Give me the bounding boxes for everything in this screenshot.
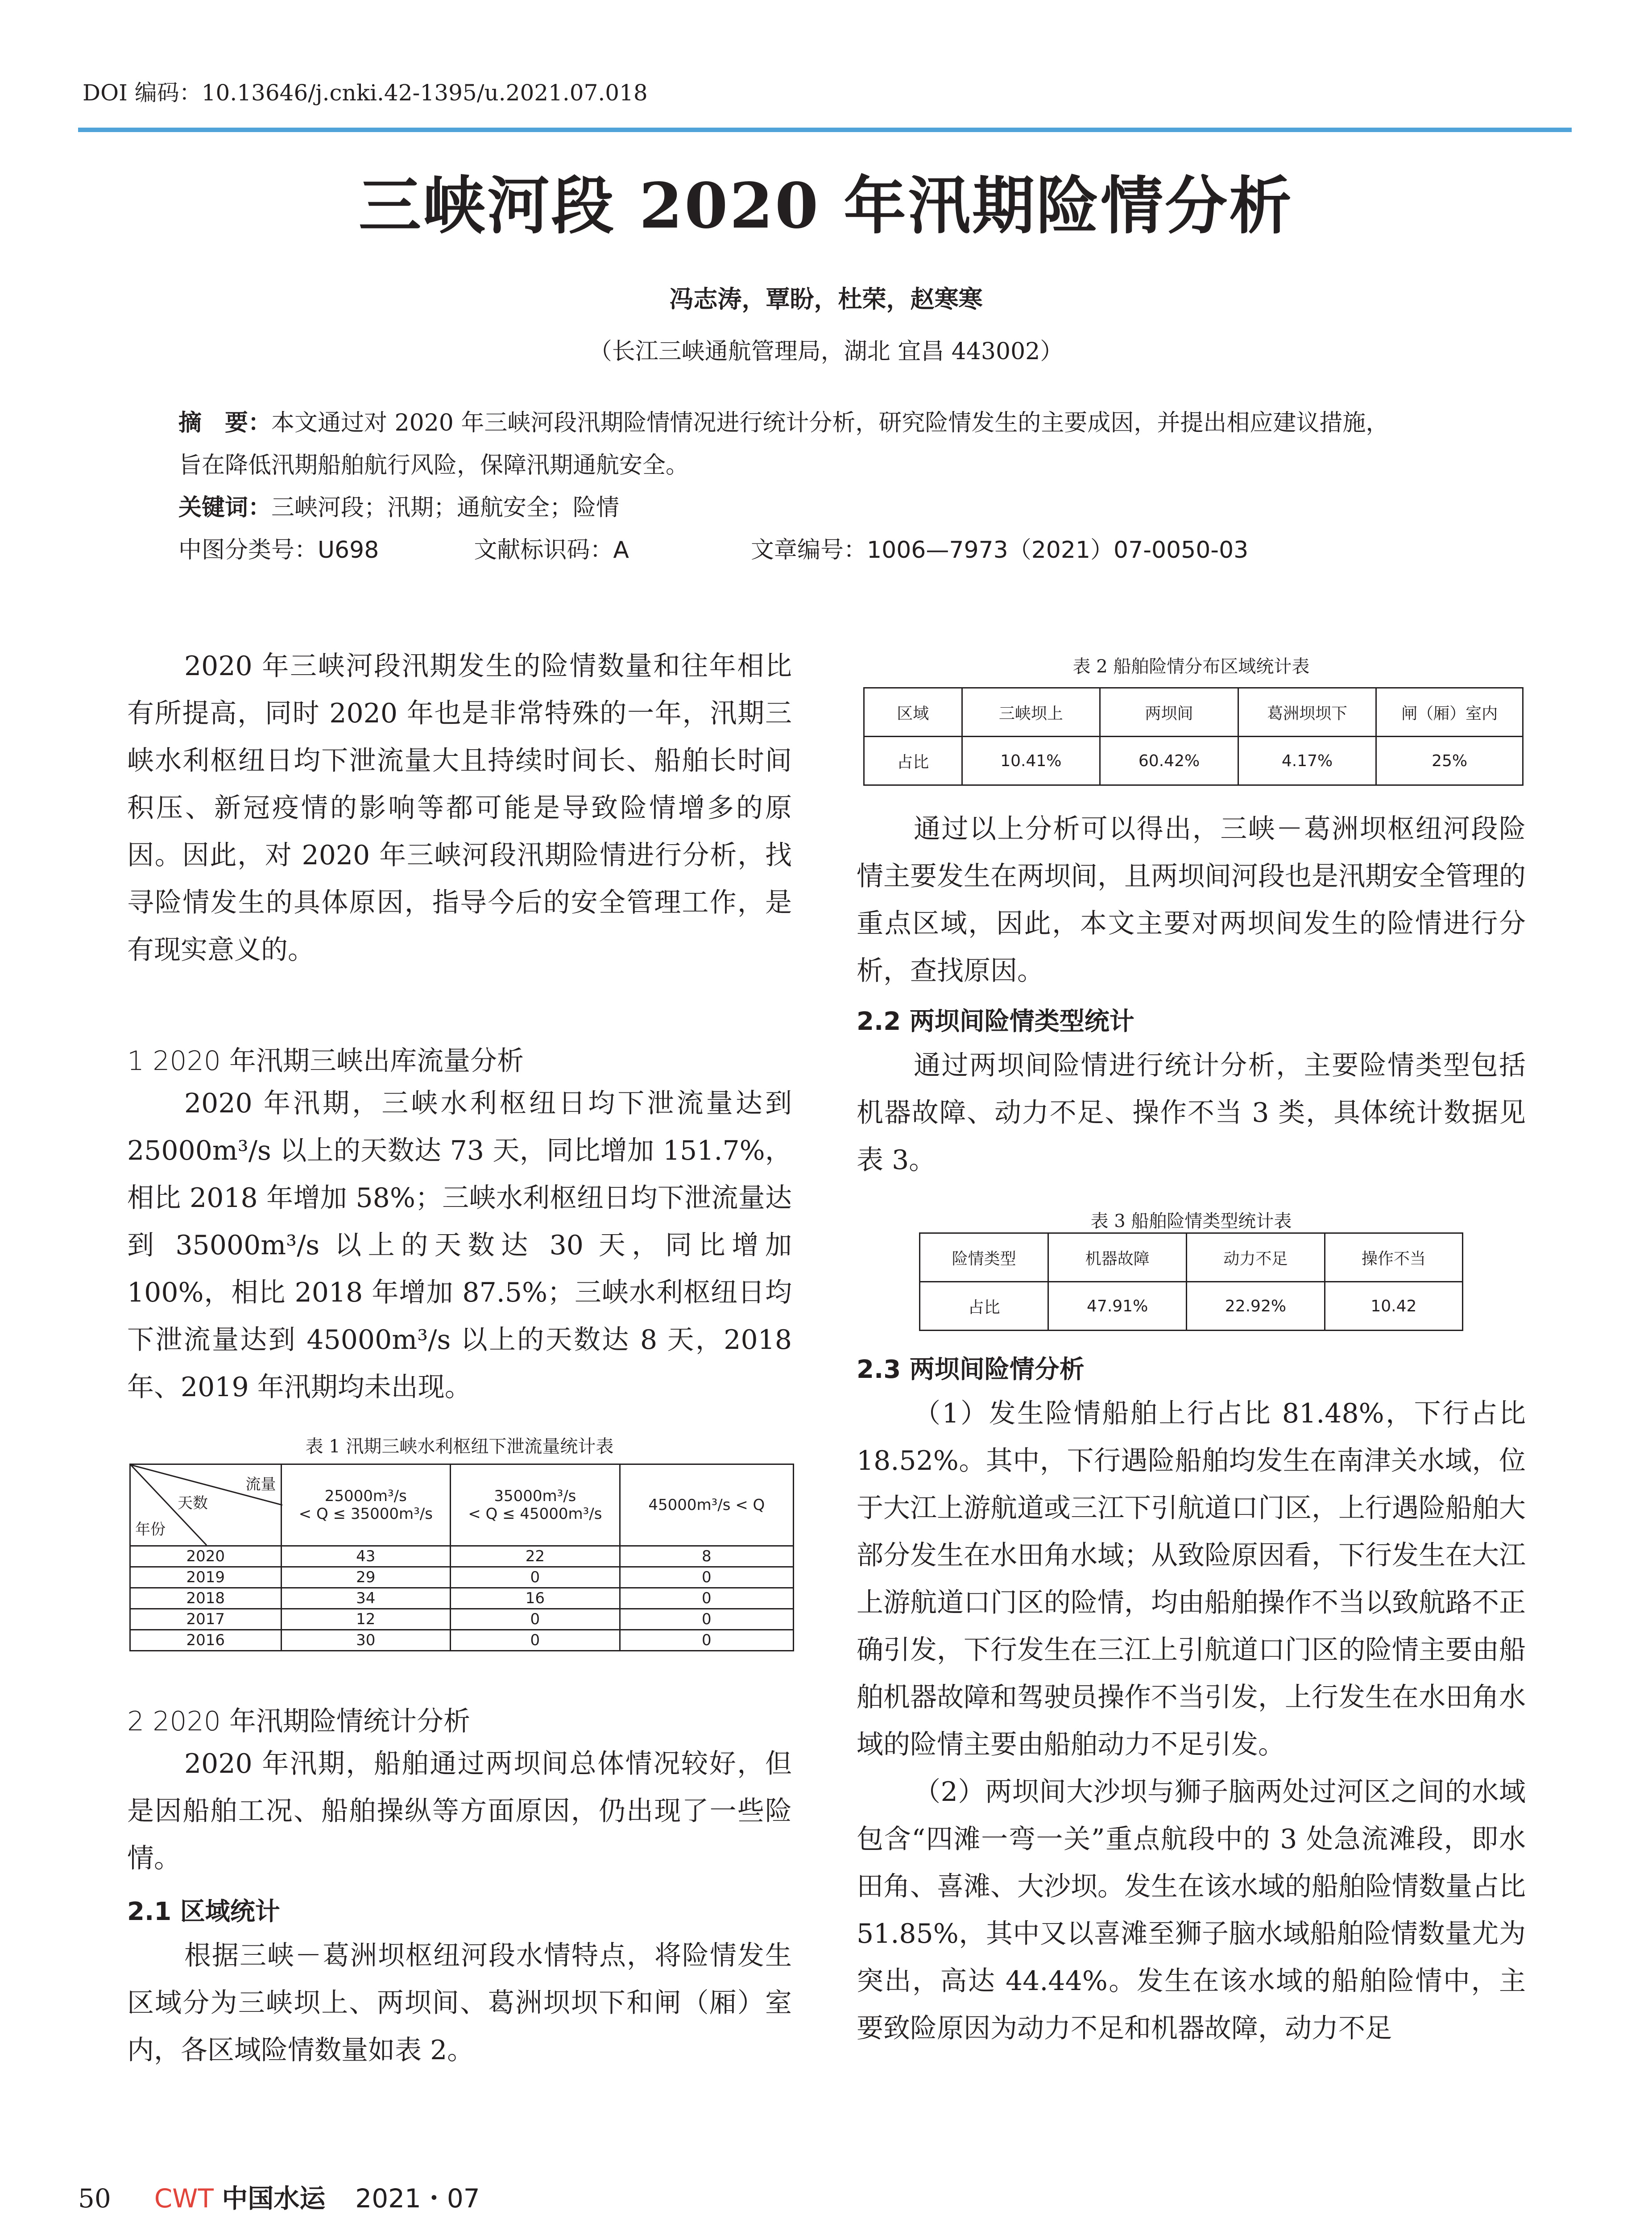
table-row: 占比 10.41% 60.42% 4.17% 25% xyxy=(864,737,1523,785)
issue-number: 2021・07 xyxy=(355,2183,480,2214)
table-row: 2019 29 0 0 xyxy=(130,1567,794,1588)
section-2-body: 2020 年汛期，船舶通过两坝间总体情况较好，但是因船舶工况、船舶操纵等方面原因，仍出现了一些险情。 xyxy=(127,1748,792,1874)
article-number: 文章编号：1006—7973（2021）07-0050-03 xyxy=(751,537,1249,564)
table-2-caption: 表 2 船舶险情分布区域统计表 xyxy=(1072,656,1310,677)
table-1 xyxy=(129,1464,794,1651)
table-row: 2016 30 0 0 xyxy=(130,1630,794,1651)
section-2-3-heading: 2.3 两坝间险情分析 xyxy=(857,1355,1085,1384)
document-code: 文献标识码：A xyxy=(474,537,629,564)
header-rule xyxy=(78,128,1572,132)
affiliation: （长江三峡通航管理局，湖北 宜昌 443002） xyxy=(588,338,1064,365)
corner-flow-label: 流量 xyxy=(245,1476,276,1493)
section-2-2-body: 通过两坝间险情进行统计分析，主要险情类型包括机器故障、动力不足、操作不当 3 类，具体统计数据见表 3。 xyxy=(857,1050,1526,1176)
table-2-analysis: 通过以上分析可以得出，三峡－葛洲坝枢纽河段险情主要发生在两坝间，且两坝间河段也是汛期安全管理的重点区域，因此，本文主要对两坝间发生的险情进行分析，查找原因。 xyxy=(857,813,1526,987)
section-1-heading: 1 2020 年汛期三峡出库流量分析 xyxy=(127,1045,524,1077)
corner-days-label: 天数 xyxy=(178,1494,208,1512)
abstract-line-2: 旨在降低汛期船舶航行风险，保障汛期通航安全。 xyxy=(178,452,689,479)
section-2-1-body: 根据三峡－葛洲坝枢纽河段水情特点，将险情发生区域分为三峡坝上、两坝间、葛洲坝坝下和闸（厢）室内，各区域险情数量如表 2。 xyxy=(127,1940,792,2066)
journal-name: 中国水运 xyxy=(222,2183,326,2214)
table-3 xyxy=(919,1232,1463,1331)
keywords: 三峡河段；汛期；通航安全；险情 xyxy=(271,494,620,521)
table-row: 2018 34 16 0 xyxy=(130,1588,794,1609)
page-number: 50 xyxy=(78,2183,111,2214)
intro-paragraph: 2020 年三峡河段汛期发生的险情数量和往年相比有所提高，同时 2020 年也是非常特殊的一年，汛期三峡水利枢纽日均下泄流量大且持续时间长、船舶长时间积压、新冠疫情的影响等都可能是导致险情增多的原因。因此，对 2020 年三峡河段汛期险情进行分析，找寻险情发生的具体原因，指导今后的安全管理工作，是有现实意义的。 xyxy=(127,651,792,966)
table-3-caption: 表 3 船舶险情类型统计表 xyxy=(1090,1211,1292,1232)
table-1-corner xyxy=(130,1464,282,1546)
keywords-line xyxy=(178,489,619,522)
table-row: 2017 12 0 0 xyxy=(130,1609,794,1630)
table-1-col-2: 35000m³/s < Q ≤ 45000m³/s xyxy=(451,1464,620,1546)
abstract-label: 摘 要： xyxy=(178,410,272,436)
clc-number: 中图分类号：U698 xyxy=(178,537,379,564)
section-2-3-body: （1）发生险情船舶上行占比 81.48%，下行占比 18.52%。其中，下行遇险船舶均发生在南津关水域，位于大江上游航道或三江下引航道口门区，上行遇险船舶大部分发生在水田角水域；从致险原因看，下行发生在大江上游航道口门区的险情，均由船舶操作不当以致航路不正确引发，下行发生在三江上引航道口门区的险情主要由船舶机器故障和驾驶员操作不当引发，上行发生在水田角水域的险情主要由船舶动力不足引发。 （2）两坝间大沙坝与狮子脑两处过河区之间的水域包含“四滩一弯一关”重点航段中的 3 处急流滩段，即水田角、喜滩、大沙坝。发生在该水域的船舶险情数量占比 51.85%，其中又以喜滩至狮子脑水域船舶险情数量尤为突出，高达 44.44%。发生在该水域的船舶险情中，主要致险原因为动力不足和机器故障，动力不足 xyxy=(857,1398,1526,2044)
table-2 xyxy=(863,687,1524,786)
table-header-row: 区域 三峡坝上 两坝间 葛洲坝坝下 闸（厢）室内 xyxy=(864,688,1523,737)
abstract-line-1 xyxy=(178,404,1389,437)
table-row: 2020 43 22 8 xyxy=(130,1546,794,1567)
paper-title: 三峡河段 2020 年汛期险情分析 xyxy=(358,170,1294,243)
table-1-caption: 表 1 汛期三峡水利枢纽下泄流量统计表 xyxy=(305,1436,614,1457)
page-footer xyxy=(78,2177,480,2215)
table-row: 占比 47.91% 22.92% 10.42 xyxy=(920,1282,1463,1331)
authors: 冯志涛，覃盼，杜荣，赵寒寒 xyxy=(669,285,983,313)
table-1-col-3: 45000m³/s < Q xyxy=(620,1464,793,1546)
table-header-row: 险情类型 机器故障 动力不足 操作不当 xyxy=(920,1233,1463,1282)
section-2-1-heading: 2.1 区域统计 xyxy=(127,1897,280,1926)
section-2-heading: 2 2020 年汛期险情统计分析 xyxy=(127,1706,471,1737)
journal-logo: CWT xyxy=(154,2183,214,2214)
corner-year-label: 年份 xyxy=(135,1521,166,1538)
doi-line: DOI 编码：10.13646/j.cnki.42-1395/u.2021.07.018 xyxy=(83,80,648,106)
section-1-body: 2020 年汛期，三峡水利枢纽日均下泄流量达到 25000m³/s 以上的天数达 73 天，同比增加 151.7%，相比 2018 年增加 58%；三峡水利枢纽日均下泄流量达到 35000m³/s 以上的天数达 30 天，同比增加 100%，相比 2018 年增加 87.5%；三峡水利枢纽日均下泄流量达到 45000m³/s 以上的天数达 8 天，2018 年、2019 年汛期均未出现。 xyxy=(127,1088,792,1403)
classification-line xyxy=(178,531,1248,564)
section-2-2-heading: 2.2 两坝间险情类型统计 xyxy=(857,1007,1134,1036)
table-1-col-1: 25000m³/s < Q ≤ 35000m³/s xyxy=(281,1464,451,1546)
keywords-label: 关键词： xyxy=(178,494,272,521)
abstract-text-1: 本文通过对 2020 年三峡河段汛期险情情况进行统计分析，研究险情发生的主要成因，并提出相应建议措施， xyxy=(271,410,1389,436)
